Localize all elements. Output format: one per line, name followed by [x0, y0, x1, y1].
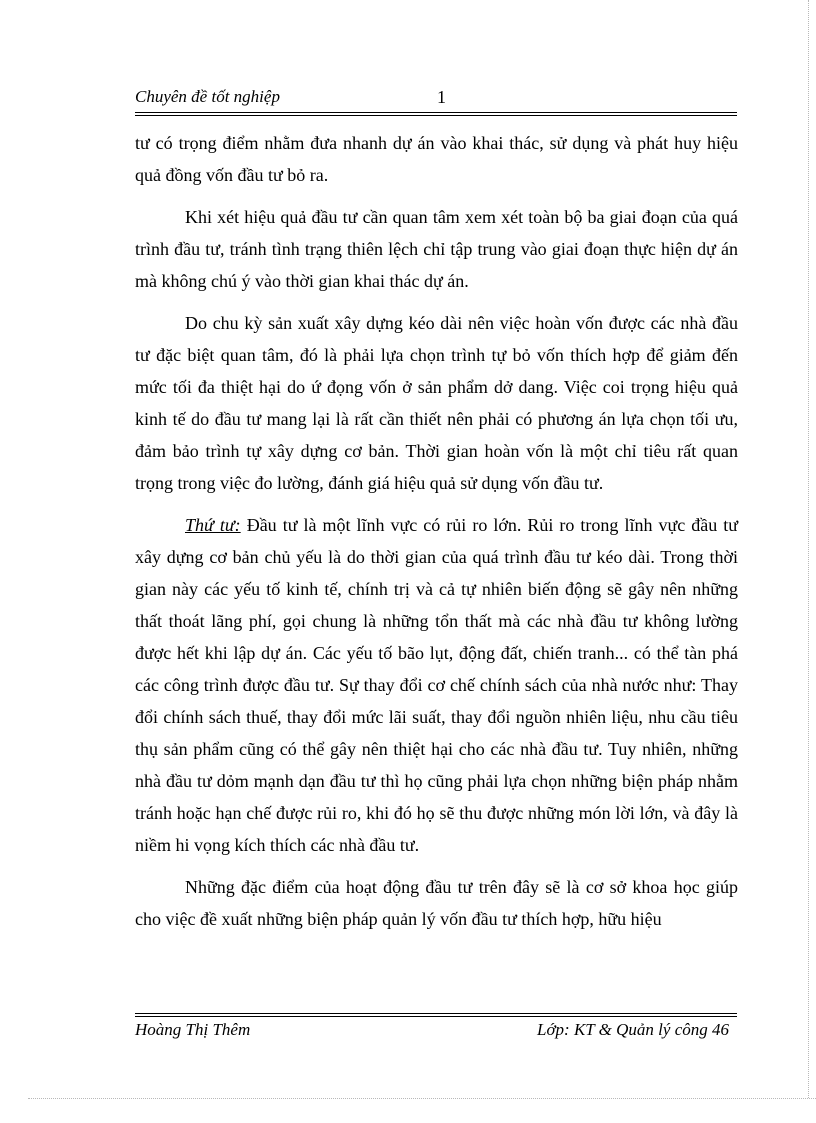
page-border-right — [808, 0, 809, 1098]
footer-rule — [135, 1013, 737, 1017]
paragraph-4 — [135, 509, 738, 861]
page-footer — [135, 1018, 737, 1044]
paragraph-4-text: Đầu tư là một lĩnh vực có rủi ro lớn. Rủi ro trong lĩnh vực đầu tư xây dựng cơ bản chủ yếu là do thời gian của quá trình đầu tư kéo dài. Trong thời gian này các yếu tố kinh tế, chính trị và cả tự nhiên biến động sẽ gây nên những thất thoát lãng phí, gọi chung là những tổn thất mà các nhà đầu tư không lường được hết khi lập dự án. Các yếu tố bão lụt, động đất, chiến tranh... có thể tàn phá các công trình được đầu tư. Sự thay đổi cơ chế chính sách của nhà nước như: Thay đổi chính sách thuế, thay đổi mức lãi suất, thay đổi nguồn nhiên liệu, nhu cầu tiêu thụ sản phẩm cũng có thể gây nên thiệt hại cho các nhà đầu tư. Tuy nhiên, những nhà đầu tư dỏm mạnh dạn đầu tư thì họ cũng phải lựa chọn những biện pháp nhằm tránh hoặc hạn chế được rủi ro, khi đó họ sẽ thu được những món lời lớn, và đây là niềm hi vọng kích thích các nhà đầu tư. — [135, 515, 738, 855]
header-title: Chuyên đề tốt nghiệp — [135, 87, 280, 106]
header-rule — [135, 112, 737, 116]
paragraph-5: Những đặc điểm của hoạt động đầu tư trên đây sẽ là cơ sở khoa học giúp cho việc đề xuất những biện pháp quản lý vốn đầu tư thích hợp, hữu hiệu — [135, 877, 738, 929]
page-header — [135, 85, 737, 115]
document-body — [135, 127, 738, 945]
footer-class-info: Lớp: KT & Quản lý công 46 — [537, 1020, 729, 1039]
page-number: 1 — [437, 87, 446, 107]
paragraph-3: Do chu kỳ sản xuất xây dựng kéo dài nên việc hoàn vốn được các nhà đầu tư đặc biệt quan tâm, đó là phải lựa chọn trình tự bỏ vốn thích hợp để giảm đến mức tối đa thiệt hại do ứ đọng vốn ở sản phẩm dở dang. Việc coi trọng hiệu quả kinh tế do đầu tư mang lại là rất cần thiết nên phải có phương án lựa chọn tối ưu, đảm bảo trình tự xây dựng cơ bản. Thời gian hoàn vốn là một chỉ tiêu rất quan trọng trong việc đo lường, đánh giá hiệu quả sử dụng vốn đầu tư. — [135, 313, 738, 493]
page-border-bottom — [28, 1098, 816, 1099]
footer-author: Hoàng Thị Thêm — [135, 1020, 251, 1039]
paragraph-1: tư có trọng điểm nhằm đưa nhanh dự án vào khai thác, sử dụng và phát huy hiệu quả đồng vốn đầu tư bỏ ra. — [135, 133, 738, 185]
paragraph-2: Khi xét hiệu quả đầu tư cần quan tâm xem xét toàn bộ ba giai đoạn của quá trình đầu tư, tránh tình trạng thiên lệch chỉ tập trung vào giai đoạn thực hiện dự án mà không chú ý vào thời gian khai thác dự án. — [135, 207, 738, 291]
paragraph-4-lead: Thứ tư: — [185, 515, 241, 535]
